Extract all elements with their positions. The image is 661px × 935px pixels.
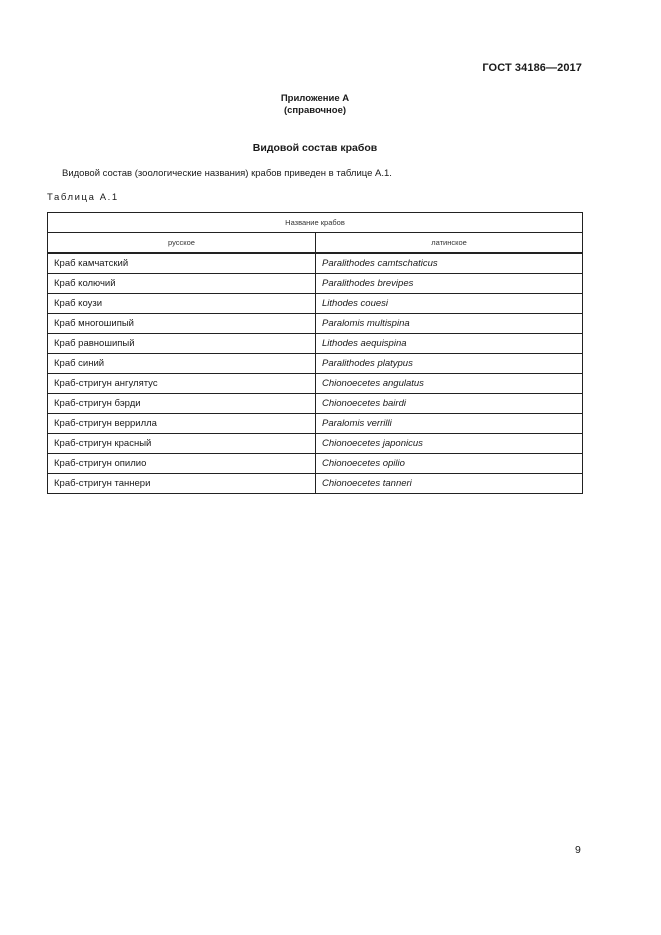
table-row: [48, 414, 583, 434]
document-code: ГОСТ 34186—2017: [482, 62, 582, 74]
table-caption: Таблица А.1: [47, 192, 119, 203]
table-group-header: Название крабов: [48, 213, 583, 233]
table-row: [48, 434, 583, 454]
latin-name-cell: Lithodes couesi: [316, 294, 583, 314]
russian-name-cell: Краб-стригун красный: [48, 434, 316, 454]
table-row: [48, 334, 583, 354]
appendix-title: Приложение А: [280, 93, 350, 104]
page-number: 9: [575, 844, 581, 856]
russian-name-cell: Краб синий: [48, 354, 316, 374]
latin-name-cell: Paralithodes platypus: [316, 354, 583, 374]
russian-name-cell: Краб колючий: [48, 274, 316, 294]
latin-name-cell: Paralithodes brevipes: [316, 274, 583, 294]
table-row: [48, 394, 583, 414]
table-row: [48, 374, 583, 394]
latin-name-cell: Chionoecetes japonicus: [316, 434, 583, 454]
table-row: [48, 294, 583, 314]
column-header-latin: латинское: [316, 233, 583, 254]
column-header-russian: русское: [48, 233, 316, 254]
russian-name-cell: Краб-стригун опилио: [48, 454, 316, 474]
russian-name-cell: Краб-стригун бэрди: [48, 394, 316, 414]
table-row: [48, 253, 583, 274]
section-heading: Видовой состав крабов: [252, 142, 378, 154]
table-row: [48, 474, 583, 494]
latin-name-cell: Chionoecetes bairdi: [316, 394, 583, 414]
russian-name-cell: Краб-стригун ангулятус: [48, 374, 316, 394]
intro-paragraph: Видовой состав (зоологические названия) крабов приведен в таблице А.1.: [62, 168, 392, 179]
table-row: [48, 354, 583, 374]
appendix-type: (справочное): [283, 105, 347, 116]
latin-name-cell: Paralomis verrilli: [316, 414, 583, 434]
russian-name-cell: Краб многошипый: [48, 314, 316, 334]
table-row: [48, 314, 583, 334]
latin-name-cell: Chionoecetes tanneri: [316, 474, 583, 494]
russian-name-cell: Краб-стригун таннери: [48, 474, 316, 494]
russian-name-cell: Краб-стригун веррилла: [48, 414, 316, 434]
crab-species-table: [47, 212, 583, 494]
russian-name-cell: Краб камчатский: [48, 253, 316, 274]
table-row: [48, 274, 583, 294]
russian-name-cell: Краб равношипый: [48, 334, 316, 354]
latin-name-cell: Paralomis multispina: [316, 314, 583, 334]
latin-name-cell: Chionoecetes angulatus: [316, 374, 583, 394]
latin-name-cell: Lithodes aequispina: [316, 334, 583, 354]
table-row: [48, 454, 583, 474]
latin-name-cell: Paralithodes camtschaticus: [316, 253, 583, 274]
latin-name-cell: Chionoecetes opilio: [316, 454, 583, 474]
russian-name-cell: Краб коузи: [48, 294, 316, 314]
